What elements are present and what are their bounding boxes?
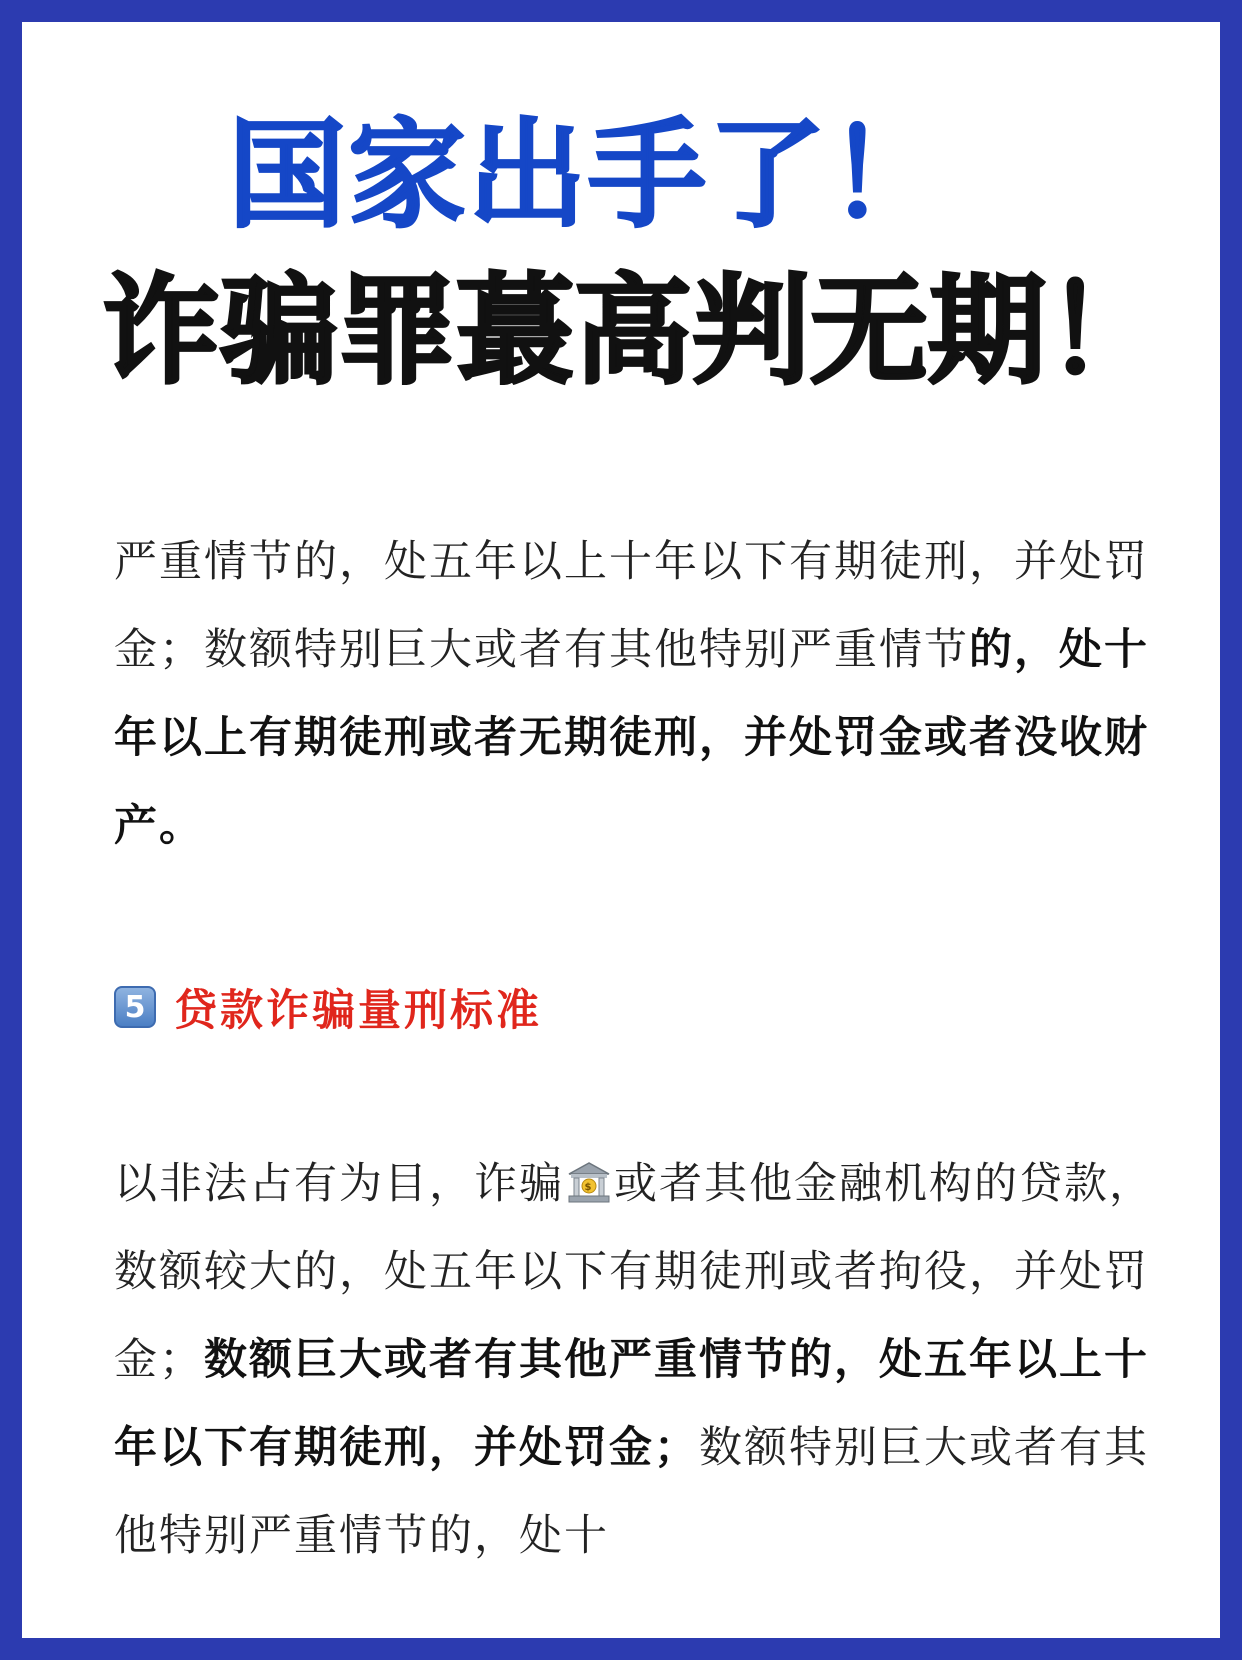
paragraph-fraud-penalty [114,518,1174,870]
section-heading [114,982,542,1036]
paragraph-bold-text: 的，处十年以上有期徒刑或者无期徒刑，并处罚金或者没收财产。 [114,625,1149,851]
paragraph-text: 或者其他金融机构的贷款，数额较大的，处五年以下有期徒刑或者拘役，并处罚金； [114,1159,1154,1385]
svg-text:$: $ [584,1182,594,1193]
headline-secondary: 诈骗罪蕞高判无期！ [102,262,1165,400]
paragraph-text: 严重情节的，处五年以上十年以下有期徒刑，并处罚金；数额特别巨大或者有其他特别严重情节 [114,537,1149,675]
keycap-number-icon: 5 [114,986,156,1028]
paragraph-bold-text: 数额巨大或者有其他严重情节的，处五年以上十年以下有期徒刑，并处罚金； [114,1335,1149,1473]
paragraph-loan-fraud [114,1140,1174,1580]
headline-primary: 国家出手了！ [227,106,948,244]
bank-icon [566,1160,612,1206]
section-title: 贷款诈骗量刑标准 [174,985,542,1036]
paragraph-text: 以非法占有为目，诈骗 [114,1159,564,1209]
paragraph-text: 数额特别巨大或者有其他特别严重情节的，处十 [114,1423,1149,1561]
